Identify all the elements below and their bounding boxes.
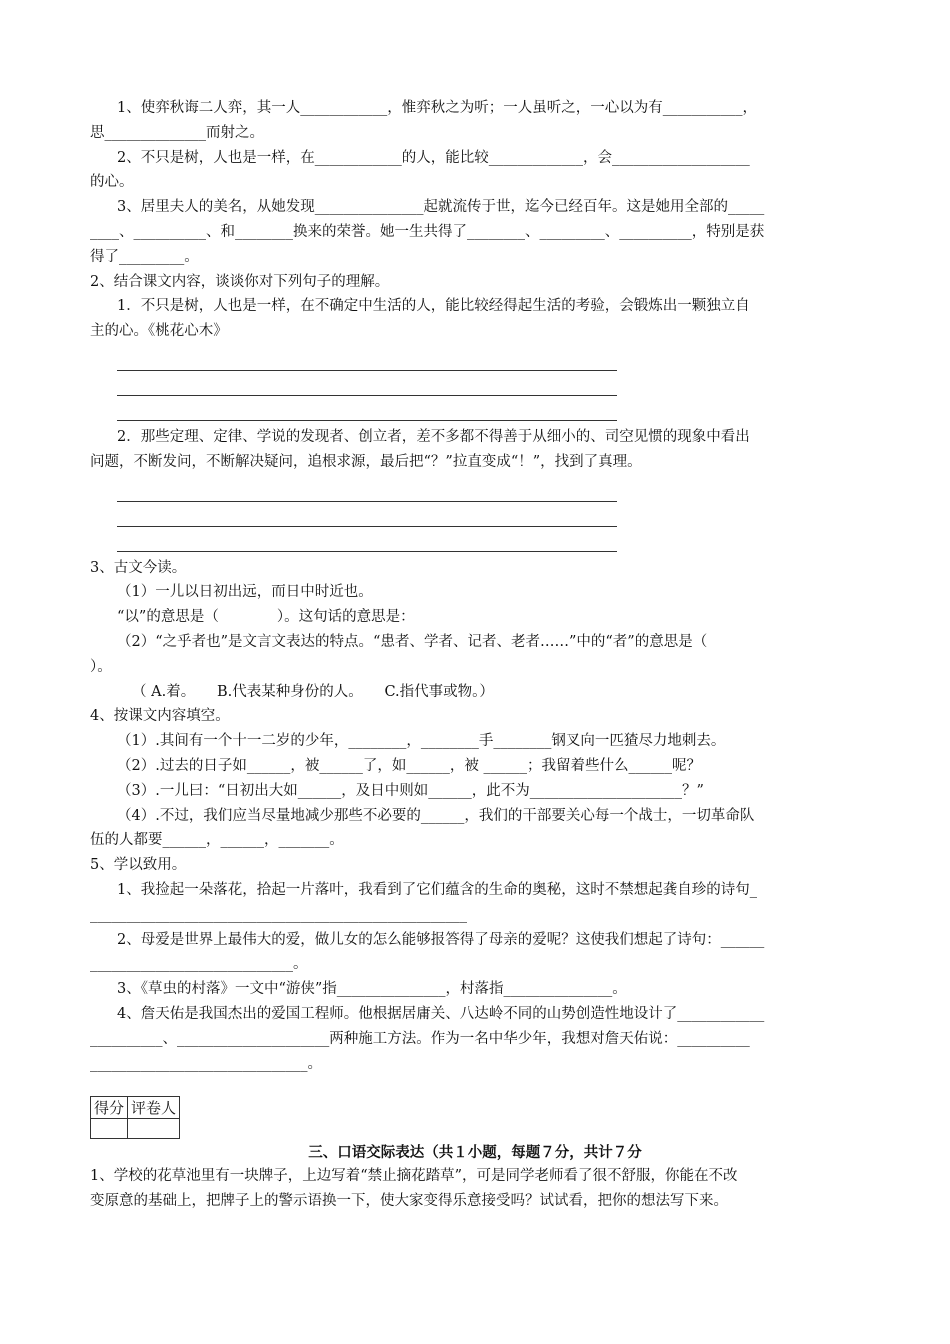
text-line: 2、母爱是世界上最伟大的爱，做儿女的怎么能够报答得了母亲的爱呢？这使我们想起了诗句：______	[117, 931, 765, 948]
answer-line[interactable]	[117, 346, 617, 371]
text-line: 3、古文今读。	[90, 559, 187, 576]
oral-communication-question	[90, 1164, 860, 1214]
answer-lines-2	[117, 477, 860, 552]
grader-cell[interactable]	[128, 1119, 180, 1139]
text-line: 1、我捡起一朵落花，拾起一片落叶，我看到了它们蕴含的生命的奥秘，这时不禁想起龚自珍的诗句_	[117, 881, 757, 898]
worksheet-page	[90, 96, 860, 1214]
text-line: （3）.一儿曰：“日初出大如______，及日中则如______，此不为_____________________？”	[117, 782, 704, 799]
answer-line[interactable]	[117, 396, 617, 421]
text-line: 4、詹天佑是我国杰出的爱国工程师。他根据居庸关、八达岭不同的山势创造性地设计了____________	[117, 1005, 765, 1022]
text-line: 1、使弈秋诲二人弈，其一人____________，惟弈秋之为听；一人虽听之，一心以为有___________，	[117, 100, 757, 116]
score-header: 得分	[91, 1097, 128, 1119]
text-line: ____________________________。	[90, 956, 308, 973]
answer-lines-1	[117, 346, 860, 421]
text-line: 的心。	[90, 174, 134, 191]
text-line: （4）.不过，我们应当尽量地减少那些不必要的______，我们的干部要关心每一个战士，一切革命队	[117, 807, 755, 824]
grader-header: 评卷人	[128, 1097, 180, 1119]
answer-line[interactable]	[117, 477, 617, 502]
text-line: 2、不只是树，人也是一样，在____________的人，能比较_____________，会___________________	[117, 149, 750, 166]
text-line: （1）一儿以日初出远，而日中时近也。	[117, 584, 373, 601]
text-line: 1、学校的花草池里有一块牌子，上边写着“禁止摘花踏草”，可是同学老师看了很不舒服，你能在不改	[90, 1168, 738, 1185]
text-line: 4、按课文内容填空。	[90, 708, 230, 725]
text-line: 主的心。《桃花心木》	[90, 323, 228, 340]
text-line: （2）“之乎者也”是文言文表达的特点。“患者、学者、记者、老者……”中的“者”的意思是（	[117, 633, 708, 650]
text-line: 2、结合课文内容，谈谈你对下列句子的理解。	[90, 273, 390, 290]
text-line: 得了_________。	[90, 248, 199, 265]
sentence-understanding-2	[90, 425, 860, 475]
text-line: 问题，不断发问，不断解决疑问，追根求源，最后把“？”拉直变成“！”，找到了真理。	[90, 453, 642, 470]
fill-in-section	[90, 96, 860, 344]
text-line: ____________________________________________________	[90, 906, 467, 923]
text-line: “以”的意思是（ ）。这句话的意思是：	[117, 609, 415, 626]
text-line: （2）.过去的日子如______，被______了，如______，被 ______；我留着些什么______呢？	[117, 757, 701, 774]
text-line: __________、_____________________两种施工方法。作为一名中华少年，我想对詹天佑说：__________	[90, 1030, 750, 1047]
text-line: ______________________________。	[90, 1055, 322, 1072]
text-line: （1）.其间有一个十一二岁的少年，________，________手________钢叉向一匹猹尽力地刺去。	[117, 733, 726, 750]
text-line: 3、《草虫的村落》一文中“游侠”指_______________，村落指_______________。	[117, 981, 627, 998]
text-line: 伍的人都要______，______，_______。	[90, 832, 344, 849]
text-line: 2．那些定理、定律、学说的发现者、创立者，差不多都不得善于从细小的、司空见惯的现象中看出	[117, 428, 750, 445]
answer-line[interactable]	[117, 502, 617, 527]
answer-line[interactable]	[117, 371, 617, 396]
text-line: 3、居里夫人的美名，从她发现_______________起就流传于世，迄今已经百年。这是她用全部的_____	[117, 199, 765, 216]
text-line: 1．不只是树，人也是一样，在不确定中生活的人，能比较经得起生活的考验，会锻炼出一颗独立自	[117, 298, 750, 315]
text-line: ____、__________、和________换来的荣誉。她一生共得了________、_________、__________，特别是获	[90, 223, 765, 240]
text-line: ）。	[90, 658, 112, 675]
score-table	[90, 1096, 180, 1139]
text-line: （ A.着。 B.代表某种身份的人。 C.指代事或物。）	[132, 683, 494, 700]
text-line: 5、学以致用。	[90, 857, 187, 874]
score-cell[interactable]	[91, 1119, 128, 1139]
section-title: 三、口语交际表达（共１小题，每题７分，共计７分	[308, 1145, 642, 1162]
answer-line[interactable]	[117, 527, 617, 552]
text-line: 思______________而射之。	[90, 124, 264, 141]
questions-section	[90, 556, 860, 1077]
text-line: 变原意的基础上，把牌子上的警示语换一下，使大家变得乐意接受吗？试试看，把你的想法写下来。	[90, 1193, 728, 1210]
